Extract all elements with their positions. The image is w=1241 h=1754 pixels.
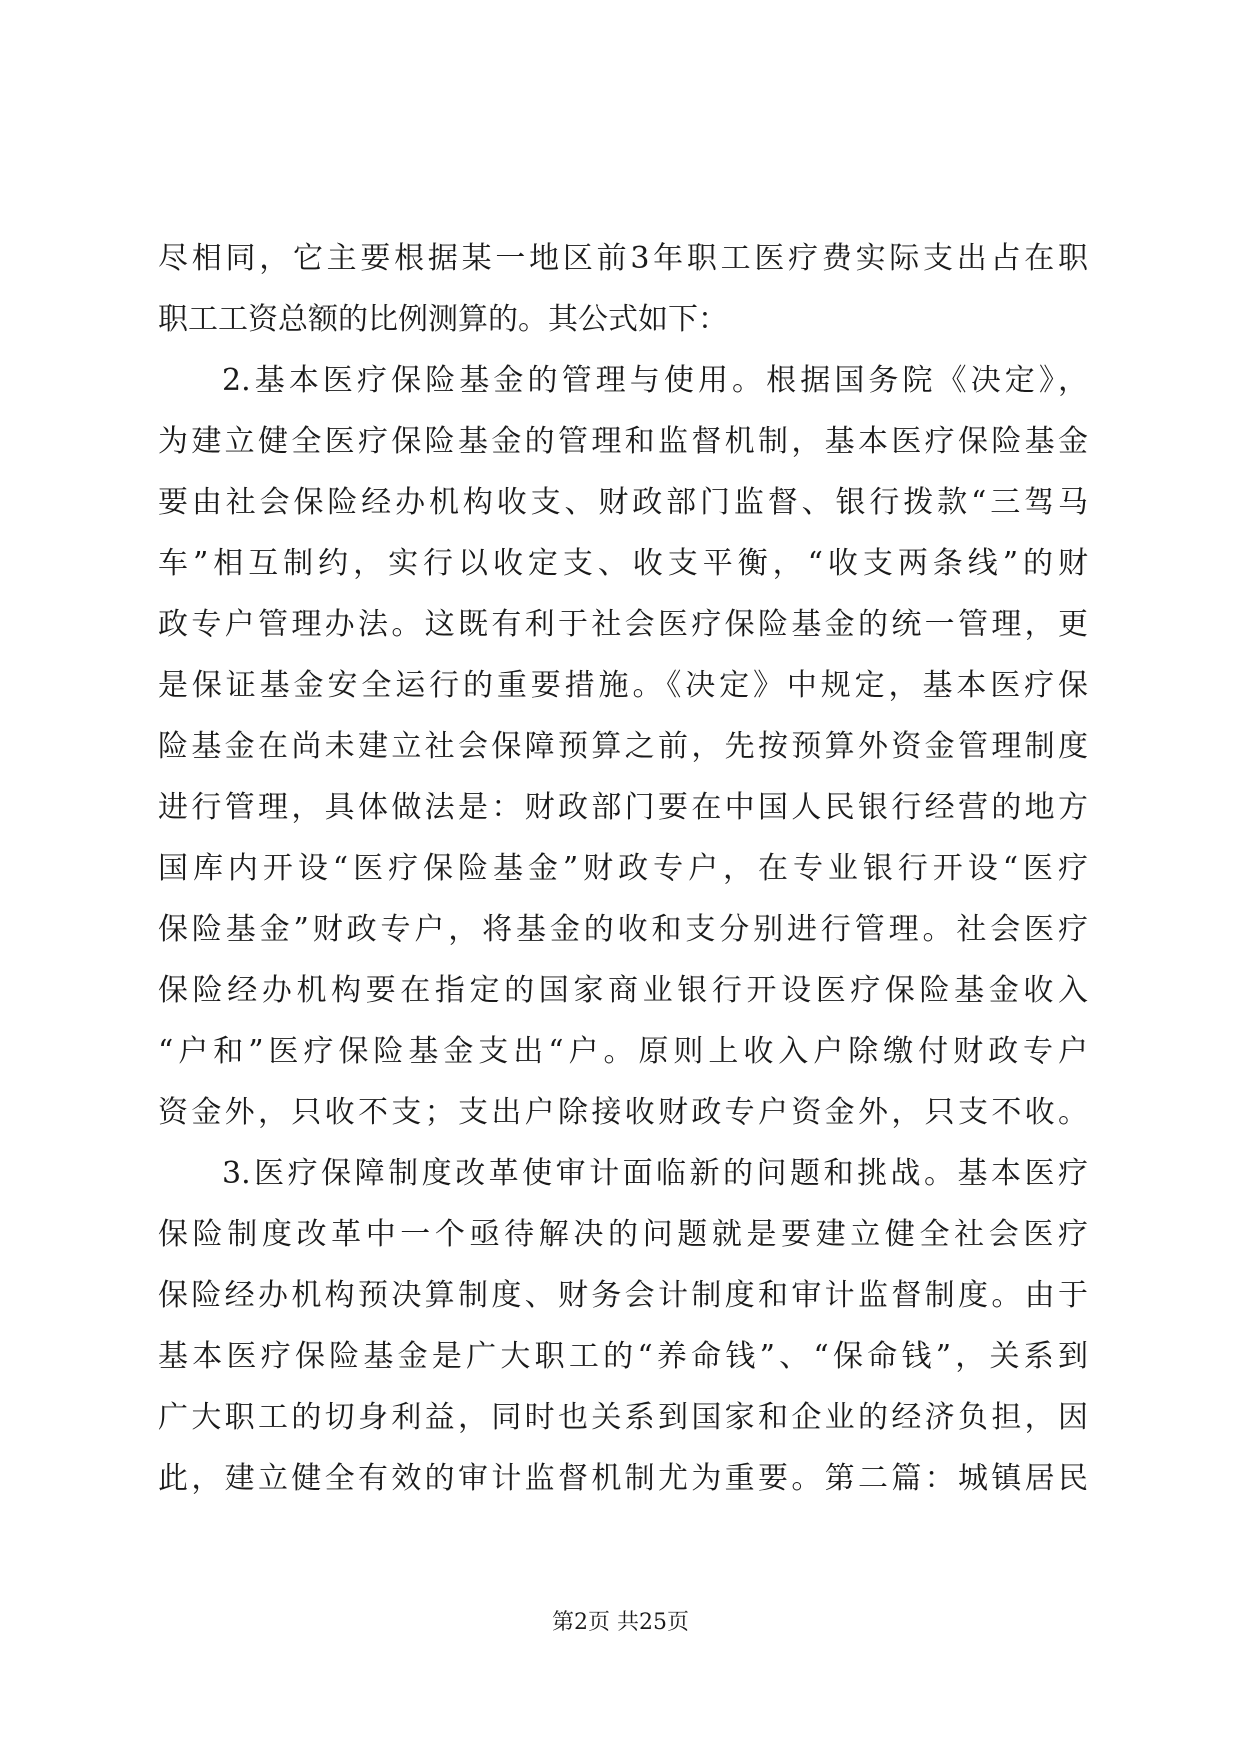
text-line: 职工工资总额的比例测算的。其公式如下： [158, 302, 728, 337]
text-line: 保险经办机构要在指定的国家商业银行开设医疗保险基金收入 [158, 973, 1088, 1008]
text-line: 车”相互制约，实行以收定支、收支平衡，“收支两条线”的财 [158, 546, 1088, 581]
text-line-paragraph-start: 2.基本医疗保险基金的管理与使用。根据国务院《决定》， [222, 363, 1088, 398]
text-line: 是保证基金安全运行的重要措施。《决定》中规定，基本医疗保 [158, 668, 1088, 703]
text-line: 资金外，只收不支；支出户除接收财政专户资金外，只支不收。 [158, 1095, 1088, 1130]
text-line: 保险制度改革中一个亟待解决的问题就是要建立健全社会医疗 [158, 1217, 1088, 1252]
text-line: 广大职工的切身利益，同时也关系到国家和企业的经济负担，因 [158, 1400, 1088, 1435]
text-line: 险基金在尚未建立社会保障预算之前，先按预算外资金管理制度 [158, 729, 1088, 764]
text-line: 要由社会保险经办机构收支、财政部门监督、银行拨款“三驾马 [158, 485, 1088, 520]
text-line: “户和”医疗保险基金支出“户。原则上收入户除缴付财政专户 [158, 1034, 1088, 1069]
text-line: 保险基金”财政专户，将基金的收和支分别进行管理。社会医疗 [158, 912, 1088, 947]
text-line: 此，建立健全有效的审计监督机制尤为重要。第二篇：城镇居民 [158, 1461, 1088, 1496]
text-line-paragraph-start: 3.医疗保障制度改革使审计面临新的问题和挑战。基本医疗 [222, 1156, 1088, 1191]
text-line: 国库内开设“医疗保险基金”财政专户，在专业银行开设“医疗 [158, 851, 1088, 886]
text-line: 尽相同，它主要根据某一地区前3年职工医疗费实际支出占在职 [158, 241, 1088, 276]
text-line: 保险经办机构预决算制度、财务会计制度和审计监督制度。由于 [158, 1278, 1088, 1313]
text-line: 政专户管理办法。这既有利于社会医疗保险基金的统一管理，更 [158, 607, 1088, 642]
text-line: 为建立健全医疗保险基金的管理和监督机制，基本医疗保险基金 [158, 424, 1088, 459]
text-line: 进行管理，具体做法是：财政部门要在中国人民银行经营的地方 [158, 790, 1088, 825]
body-text [158, 228, 1088, 1509]
text-line: 基本医疗保险基金是广大职工的“养命钱”、“保命钱”，关系到 [158, 1339, 1088, 1374]
page-footer: 第2页 共25页 [552, 1610, 689, 1635]
